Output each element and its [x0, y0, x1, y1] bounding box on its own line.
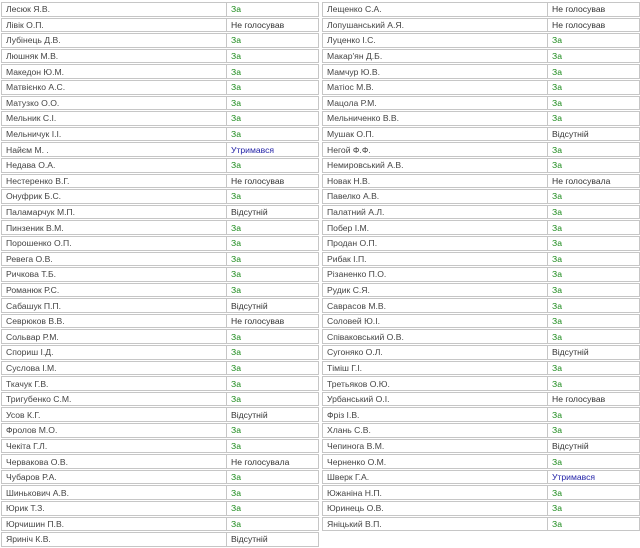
deputy-name: Яніцький В.П. [322, 517, 548, 532]
vote-result: За [227, 158, 319, 173]
vote-result: За [227, 33, 319, 48]
deputy-name: Южаніна Н.П. [322, 485, 548, 500]
vote-result: За [227, 361, 319, 376]
table-row [322, 96, 640, 111]
vote-result: За [227, 392, 319, 407]
deputy-name: Матіос М.В. [322, 80, 548, 95]
table-row [1, 314, 319, 329]
vote-result: Не голосував [548, 2, 640, 17]
table-row [1, 517, 319, 532]
deputy-name: Черненко О.М. [322, 454, 548, 469]
table-row [1, 454, 319, 469]
table-row [1, 158, 319, 173]
table-row [322, 127, 640, 142]
table-row [1, 376, 319, 391]
deputy-name: Онуфрик Б.С. [1, 189, 227, 204]
deputy-name: Юрчишин П.В. [1, 517, 227, 532]
deputy-name: Романюк Р.С. [1, 283, 227, 298]
deputy-name: Мамчур Ю.В. [322, 64, 548, 79]
vote-result: Не голосував [548, 18, 640, 33]
table-row [322, 361, 640, 376]
vote-result: За [548, 361, 640, 376]
table-row [1, 111, 319, 126]
table-row [322, 517, 640, 532]
table-row [322, 64, 640, 79]
vote-result: За [227, 439, 319, 454]
left-column [1, 1, 319, 548]
table-row [1, 470, 319, 485]
vote-result: Відсутній [227, 205, 319, 220]
vote-result: За [227, 423, 319, 438]
deputy-name: Мельник С.І. [1, 111, 227, 126]
deputy-name: Соловей Ю.І. [322, 314, 548, 329]
table-row [322, 158, 640, 173]
table-row [1, 329, 319, 344]
vote-result: За [548, 80, 640, 95]
vote-result: За [548, 267, 640, 282]
deputy-name: Спориш І.Д. [1, 345, 227, 360]
deputy-name: Новак Н.В. [322, 174, 548, 189]
vote-result: За [548, 407, 640, 422]
table-row [1, 361, 319, 376]
vote-result: За [548, 376, 640, 391]
vote-result: За [548, 454, 640, 469]
table-row [322, 470, 640, 485]
vote-result: За [227, 64, 319, 79]
vote-result: За [227, 470, 319, 485]
vote-result: За [548, 329, 640, 344]
table-row [1, 439, 319, 454]
table-row [1, 283, 319, 298]
vote-result: За [227, 283, 319, 298]
deputy-name: Недава О.А. [1, 158, 227, 173]
vote-result: За [227, 329, 319, 344]
table-row [322, 423, 640, 438]
table-row [322, 345, 640, 360]
vote-result: За [548, 298, 640, 313]
deputy-name: Севрюков В.В. [1, 314, 227, 329]
table-row [322, 236, 640, 251]
table-row [1, 2, 319, 17]
left-vote-table [1, 1, 319, 548]
table-row [322, 220, 640, 235]
deputy-name: Лещенко С.А. [322, 2, 548, 17]
vote-result: За [548, 314, 640, 329]
vote-result: За [227, 376, 319, 391]
deputy-name: Продан О.П. [322, 236, 548, 251]
vote-result: За [548, 158, 640, 173]
deputy-name: Рибак І.П. [322, 252, 548, 267]
deputy-name: Люшняк М.В. [1, 49, 227, 64]
deputy-name: Юрик Т.З. [1, 501, 227, 516]
table-row [322, 49, 640, 64]
table-row [1, 532, 319, 547]
deputy-name: Ревега О.В. [1, 252, 227, 267]
deputy-name: Різаненко П.О. [322, 267, 548, 282]
deputy-name: Лесюк Я.В. [1, 2, 227, 17]
table-row [322, 189, 640, 204]
table-row [1, 49, 319, 64]
vote-result: За [227, 80, 319, 95]
deputy-name: Тригубенко С.М. [1, 392, 227, 407]
table-row [322, 392, 640, 407]
deputy-name: Ткачук Г.В. [1, 376, 227, 391]
table-row [322, 407, 640, 422]
vote-result: За [548, 189, 640, 204]
table-row [1, 33, 319, 48]
vote-result: За [548, 205, 640, 220]
vote-result: Не голосував [548, 392, 640, 407]
deputy-name: Лопушанський А.Я. [322, 18, 548, 33]
table-row [322, 252, 640, 267]
right-column [322, 1, 640, 532]
table-row [322, 205, 640, 220]
deputy-name: Сугоняко О.Л. [322, 345, 548, 360]
vote-result: Відсутній [548, 439, 640, 454]
vote-result: За [227, 485, 319, 500]
deputy-name: Матузко О.О. [1, 96, 227, 111]
table-row [1, 392, 319, 407]
table-row [322, 174, 640, 189]
vote-result: Не голосувала [227, 454, 319, 469]
vote-result: За [227, 501, 319, 516]
vote-result: Відсутній [548, 127, 640, 142]
vote-result: За [548, 33, 640, 48]
deputy-name: Рудик С.Я. [322, 283, 548, 298]
deputy-name: Хлань С.В. [322, 423, 548, 438]
table-row [1, 267, 319, 282]
table-row [1, 205, 319, 220]
vote-result: За [548, 485, 640, 500]
deputy-name: Лівік О.П. [1, 18, 227, 33]
vote-result: За [227, 2, 319, 17]
deputy-name: Шверк Г.А. [322, 470, 548, 485]
table-row [322, 80, 640, 95]
table-row [1, 18, 319, 33]
table-row [1, 252, 319, 267]
deputy-name: Червакова О.В. [1, 454, 227, 469]
deputy-name: Мельниченко В.В. [322, 111, 548, 126]
deputy-name: Порошенко О.П. [1, 236, 227, 251]
table-row [1, 142, 319, 157]
vote-result: За [548, 423, 640, 438]
vote-result: Відсутній [227, 532, 319, 547]
vote-result: За [227, 111, 319, 126]
table-row [1, 96, 319, 111]
deputy-name: Мушак О.П. [322, 127, 548, 142]
table-row [1, 298, 319, 313]
deputy-name: Паламарчук М.П. [1, 205, 227, 220]
deputy-name: Павелко А.В. [322, 189, 548, 204]
vote-result: За [548, 96, 640, 111]
deputy-name: Співаковський О.В. [322, 329, 548, 344]
deputy-name: Палатний А.Л. [322, 205, 548, 220]
table-row [322, 376, 640, 391]
vote-result: За [227, 252, 319, 267]
vote-result: За [227, 96, 319, 111]
deputy-name: Суслова І.М. [1, 361, 227, 376]
vote-result: За [548, 283, 640, 298]
vote-result: Утримався [227, 142, 319, 157]
deputy-name: Найєм М. . [1, 142, 227, 157]
deputy-name: Нестеренко В.Г. [1, 174, 227, 189]
table-row [322, 283, 640, 298]
deputy-name: Макар'ян Д.Б. [322, 49, 548, 64]
deputy-name: Фролов М.О. [1, 423, 227, 438]
right-vote-table-body [322, 2, 640, 531]
deputy-name: Юринець О.В. [322, 501, 548, 516]
deputy-name: Мельничук І.І. [1, 127, 227, 142]
vote-result: За [227, 220, 319, 235]
deputy-name: Чепинога В.М. [322, 439, 548, 454]
deputy-name: Саврасов М.В. [322, 298, 548, 313]
table-row [322, 18, 640, 33]
right-vote-table [322, 1, 640, 532]
vote-result: За [227, 127, 319, 142]
table-row [1, 127, 319, 142]
table-row [322, 329, 640, 344]
vote-result: За [548, 64, 640, 79]
deputy-name: Сольвар Р.М. [1, 329, 227, 344]
vote-result: Не голосувала [548, 174, 640, 189]
deputy-name: Побер І.М. [322, 220, 548, 235]
table-row [322, 454, 640, 469]
table-row [1, 407, 319, 422]
table-row [1, 189, 319, 204]
vote-result: За [548, 142, 640, 157]
table-row [1, 485, 319, 500]
vote-result: За [548, 220, 640, 235]
deputy-name: Чубаров Р.А. [1, 470, 227, 485]
vote-result: Відсутній [548, 345, 640, 360]
vote-result: Не голосував [227, 18, 319, 33]
vote-result: За [548, 49, 640, 64]
vote-result: За [548, 111, 640, 126]
left-vote-table-body [1, 2, 319, 547]
deputy-name: Урбанський О.І. [322, 392, 548, 407]
deputy-name: Ричкова Т.Б. [1, 267, 227, 282]
vote-result: Не голосував [227, 314, 319, 329]
deputy-name: Мацола Р.М. [322, 96, 548, 111]
table-row [322, 485, 640, 500]
table-row [1, 345, 319, 360]
table-row [322, 298, 640, 313]
vote-result: За [227, 49, 319, 64]
vote-result: Утримався [548, 470, 640, 485]
deputy-name: Македон Ю.М. [1, 64, 227, 79]
table-row [1, 220, 319, 235]
vote-result: За [227, 267, 319, 282]
table-row [1, 174, 319, 189]
table-row [322, 33, 640, 48]
table-row [322, 314, 640, 329]
vote-result: За [548, 501, 640, 516]
table-row [322, 2, 640, 17]
table-row [322, 439, 640, 454]
vote-result: За [227, 236, 319, 251]
deputy-name: Яриніч К.В. [1, 532, 227, 547]
vote-result: Не голосував [227, 174, 319, 189]
deputy-name: Шинькович А.В. [1, 485, 227, 500]
vote-result: За [548, 517, 640, 532]
table-row [1, 236, 319, 251]
table-row [322, 267, 640, 282]
vote-result: За [227, 189, 319, 204]
deputy-name: Фріз І.В. [322, 407, 548, 422]
deputy-name: Луценко І.С. [322, 33, 548, 48]
deputy-name: Негой Ф.Ф. [322, 142, 548, 157]
table-row [322, 142, 640, 157]
vote-result: За [227, 517, 319, 532]
deputy-name: Матвієнко А.С. [1, 80, 227, 95]
vote-result: Відсутній [227, 407, 319, 422]
table-row [1, 64, 319, 79]
deputy-name: Чекіта Г.Л. [1, 439, 227, 454]
deputy-name: Третьяков О.Ю. [322, 376, 548, 391]
deputy-name: Лубінець Д.В. [1, 33, 227, 48]
deputy-name: Тіміш Г.І. [322, 361, 548, 376]
vote-result: За [548, 252, 640, 267]
table-row [1, 80, 319, 95]
table-row [322, 501, 640, 516]
deputy-name: Пинзеник В.М. [1, 220, 227, 235]
deputy-name: Немировський А.В. [322, 158, 548, 173]
deputy-name: Усов К.Г. [1, 407, 227, 422]
deputy-name: Сабашук П.П. [1, 298, 227, 313]
vote-result: За [548, 236, 640, 251]
vote-result: За [227, 345, 319, 360]
table-row [322, 111, 640, 126]
table-row [1, 423, 319, 438]
table-row [1, 501, 319, 516]
vote-result: Відсутній [227, 298, 319, 313]
